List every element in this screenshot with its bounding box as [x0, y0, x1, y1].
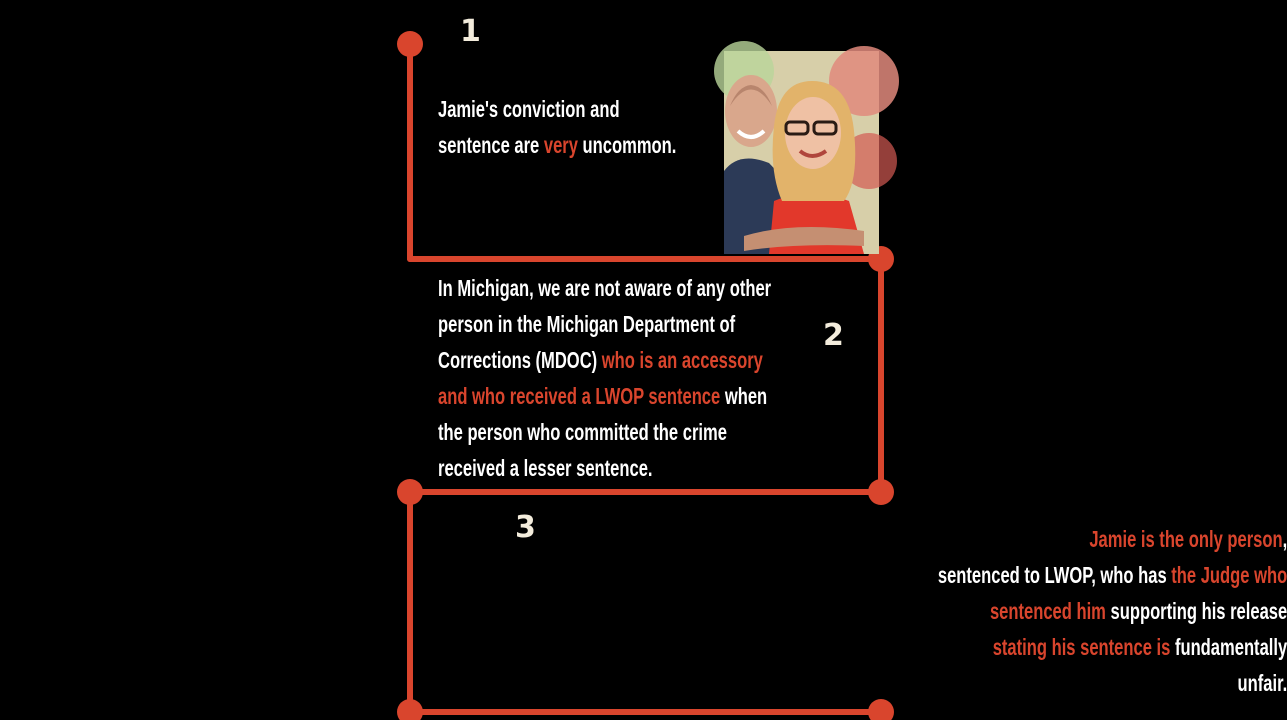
body-text: received a lesser sentence.	[438, 455, 653, 481]
step-3-line	[938, 557, 1287, 593]
highlighted-text: Jamie is the only person	[1089, 526, 1283, 552]
step-2-line	[438, 342, 771, 378]
highlighted-text: and who received a LWOP sentence	[438, 383, 721, 409]
body-text: Corrections (MDOC)	[438, 347, 602, 373]
body-text: supporting his release	[1105, 598, 1287, 624]
step-3-line	[938, 629, 1287, 665]
step-2-line	[438, 270, 771, 306]
highlighted-text: the Judge who	[1171, 562, 1287, 588]
highlighted-text: who is an accessory	[601, 347, 763, 373]
body-text: In Michigan, we are not aware of any other	[438, 275, 772, 301]
highlighted-text: very	[543, 132, 578, 158]
body-text: Jamie's conviction and	[438, 96, 620, 122]
body-text: ,	[1282, 526, 1287, 552]
timeline-dot-3a	[397, 479, 423, 505]
highlighted-text: stating his sentence is	[992, 634, 1171, 660]
step-2-line	[438, 414, 771, 450]
body-text: unfair.	[1237, 670, 1287, 696]
body-text: the person who committed the crime	[438, 419, 727, 445]
highlighted-text: sentenced him	[989, 598, 1106, 624]
timeline-dot-4b	[868, 699, 894, 720]
body-text: uncommon.	[577, 132, 677, 158]
step-2-line	[438, 450, 771, 486]
body-text: person in the Michigan Department of	[438, 311, 736, 337]
step-1-line	[438, 127, 676, 163]
body-text: fundamentally	[1170, 634, 1287, 660]
step-3-line	[938, 593, 1287, 629]
couple-photo	[724, 51, 879, 254]
step-2-text	[438, 270, 771, 486]
timeline-dot-3b	[868, 479, 894, 505]
step-2-line	[438, 306, 771, 342]
body-text: when	[720, 383, 768, 409]
step-3-line	[938, 521, 1287, 557]
timeline-dot-start	[397, 31, 423, 57]
step-1-text	[438, 91, 676, 163]
step-2-number: 2	[823, 318, 844, 353]
body-text: sentenced to LWOP, who has	[937, 562, 1172, 588]
step-2-line	[438, 378, 771, 414]
timeline-dot-4a	[397, 699, 423, 720]
step-3-line	[938, 665, 1287, 701]
step-3-text	[938, 521, 1287, 701]
step-1-line	[438, 91, 676, 127]
step-3-number: 3	[515, 510, 536, 545]
step-1-number: 1	[460, 14, 481, 49]
body-text: sentence are	[438, 132, 544, 158]
